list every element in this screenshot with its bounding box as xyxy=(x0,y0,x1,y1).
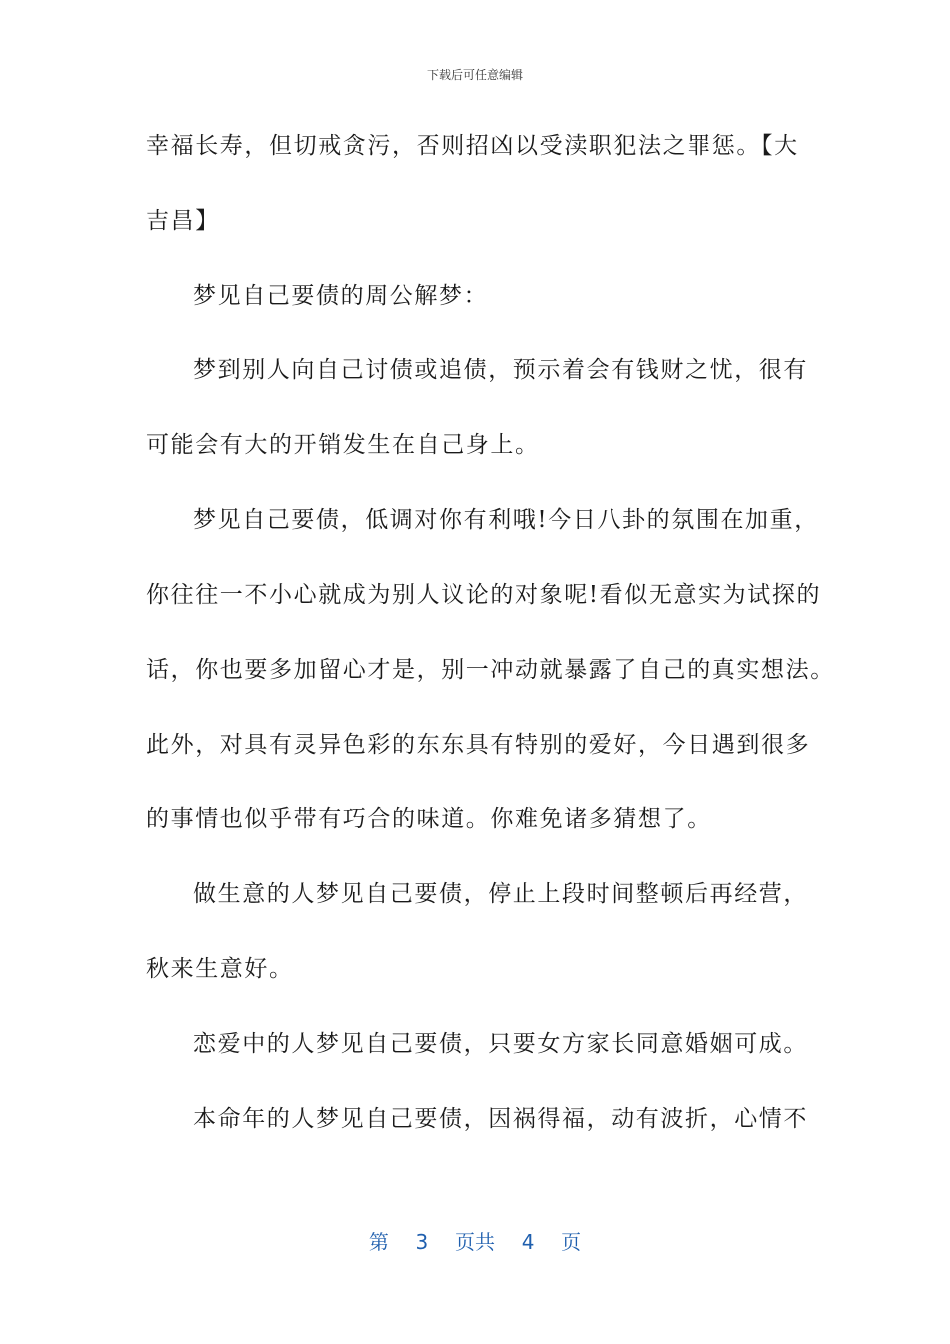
text-line: 梦到别人向自己讨债或追债，预示着会有钱财之忧，很有 xyxy=(193,357,808,383)
page-prefix: 第 xyxy=(368,1230,389,1254)
text-line: 此外，对具有灵异色彩的东东具有特别的爱好，今日遇到很多 xyxy=(146,732,811,758)
page-middle: 页共 xyxy=(455,1230,495,1254)
text-line: 梦见自己要债，低调对你有利哦!今日八卦的氛围在加重， xyxy=(193,507,819,533)
text-line: 做生意的人梦见自己要债，停止上段时间整顿后再经营， xyxy=(193,881,808,907)
page-footer xyxy=(0,1226,950,1255)
page-current: 3 xyxy=(415,1230,429,1254)
text-line: 恋爱中的人梦见自己要债，只要女方家长同意婚姻可成。 xyxy=(193,1031,808,1057)
text-line: 的事情也似乎带有巧合的味道。你难免诸多猜想了。 xyxy=(146,806,712,832)
text-line: 本命年的人梦见自己要债，因祸得福，动有波折，心情不 xyxy=(193,1106,808,1132)
text-line: 吉昌】 xyxy=(146,208,220,234)
text-line: 你往往一不小心就成为别人议论的对象呢!看似无意实为试探的 xyxy=(146,582,822,608)
text-line: 话，你也要多加留心才是，别一冲动就暴露了自己的真实想法。 xyxy=(146,657,835,683)
text-line: 梦见自己要债的周公解梦： xyxy=(193,283,489,309)
header-note: 下载后可任意编辑 xyxy=(426,68,523,82)
text-line: 幸福长寿，但切戒贪污，否则招凶以受渎职犯法之罪惩。【大 xyxy=(146,133,799,159)
page-total: 4 xyxy=(521,1230,535,1254)
text-line: 可能会有大的开销发生在自己身上。 xyxy=(146,432,540,458)
text-line: 秋来生意好。 xyxy=(146,956,294,982)
page-suffix: 页 xyxy=(561,1230,582,1254)
